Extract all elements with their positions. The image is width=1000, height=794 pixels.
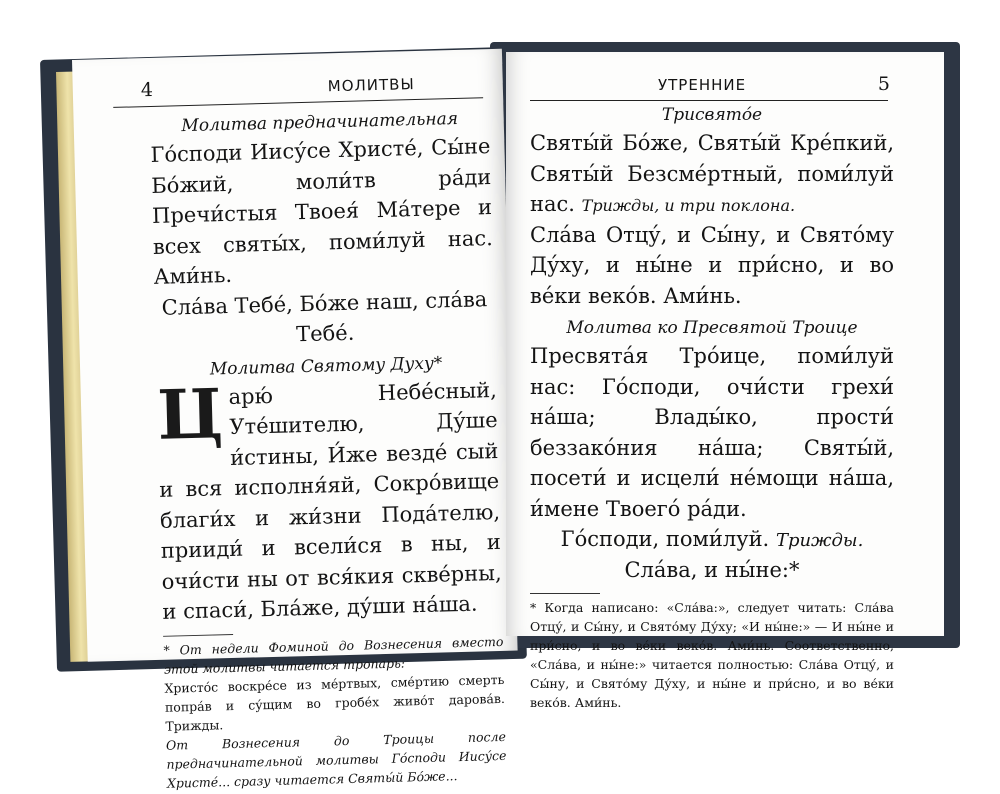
footnote: * Когда написано: «Сла́ва:», следует читать: Сла́ва Отцу́, и Сы́ну, и Свято́му Ду́ху; «И ны́не:» — И ны́не и при́сно, и во ве́ки веко́в. Ами́нь. Соответственно, «Сла́ва, и ны́не:» читается полностью: Сла́ва Отцу́, и Сы́ну, и Свято́му Ду́ху, и ны́не и при́сно, и во ве́ки веко́в. Ами́нь. [530,600,894,710]
prayer-title: Молитва Святому Духу* [209,352,443,379]
left-page [72,49,518,791]
prayer-title: Трисвято́е [661,105,763,125]
prayer-text [156,374,502,627]
rubric-note: Трижды. [775,530,864,551]
prayer-body: арю́ Небе́сный, Уте́шителю, Ду́ше и́стины, И́же везде́ сый и вся исполня́яй, Сокро́вище благи́х и жи́зни Пода́телю, прииди́ и всели́ся в ны, и очи́сти ны от вся́кия скве́рны, и спаси́, Бла́же, ду́ши на́ша. [158,377,502,624]
footnote-rule [530,593,600,594]
left-page-header [112,67,483,108]
prayer-text: Сла́ва Тебе́, Бо́же наш, сла́ва Тебе́. [161,286,488,347]
prayer-body: Го́споди, поми́луй. [560,527,770,551]
prayer-text [530,524,894,555]
right-page [506,52,944,710]
running-header: УТРЕННИЕ [658,76,747,94]
running-header: МОЛИТВЫ [327,75,415,96]
right-page-header [530,70,888,101]
left-page-text [149,105,507,792]
footnote: Христо́с воскре́се из ме́ртвых, сме́ртию смерть попра́в и су́щим во гробе́х живо́т дарова́в. Трижды. [164,671,506,734]
prayer-text: Пресвята́я Тро́ице, поми́луй нас: Го́споди, очи́сти грехи́ на́ша; Влады́ко, прости́ беззако́ния на́ша; Святы́й, посети́ и исцели́ не́мощи на́ша, и́мене Твоего́ ра́ди. [530,344,894,521]
page-number: 5 [877,73,890,95]
prayer-title: Молитва предначинательная [181,108,459,137]
drop-cap: Ц [156,373,225,456]
footnote: От Вознесения до Троицы после предначинательной молитвы Го́споди Иису́се Христе́... сразу читается Святы́й Бо́же... [165,728,507,791]
footnote-rule [163,633,233,636]
prayer-text: Сла́ва Отцу́, и Сы́ну, и Свято́му Ду́ху, и ны́не и при́сно, и во ве́ки веко́в. Ами́нь. [530,222,894,308]
rubric-note: Трижды, и три поклона. [581,196,796,215]
footnote: * От недели Фоминой до Вознесения вместо этой молитвы читается тропарь: [163,633,504,677]
prayer-text [530,128,894,220]
right-page-text [530,102,894,712]
page-number: 4 [140,78,154,102]
prayer-body: Святы́й Бо́же, Святы́й Кре́пкий, Святы́й Безсме́ртный, поми́луй нас. [530,131,894,216]
prayer-text: Сла́ва, и ны́не:* [624,557,800,582]
prayer-title: Молитва ко Пресвятой Троице [566,318,858,338]
prayer-text: Го́споди Иису́се Христе́, Сы́не Бо́жий, моли́тв ра́ди Пречи́стыя Твоея́ Ма́тере и всех святы́х, поми́луй нас. Ами́нь. [150,134,494,289]
